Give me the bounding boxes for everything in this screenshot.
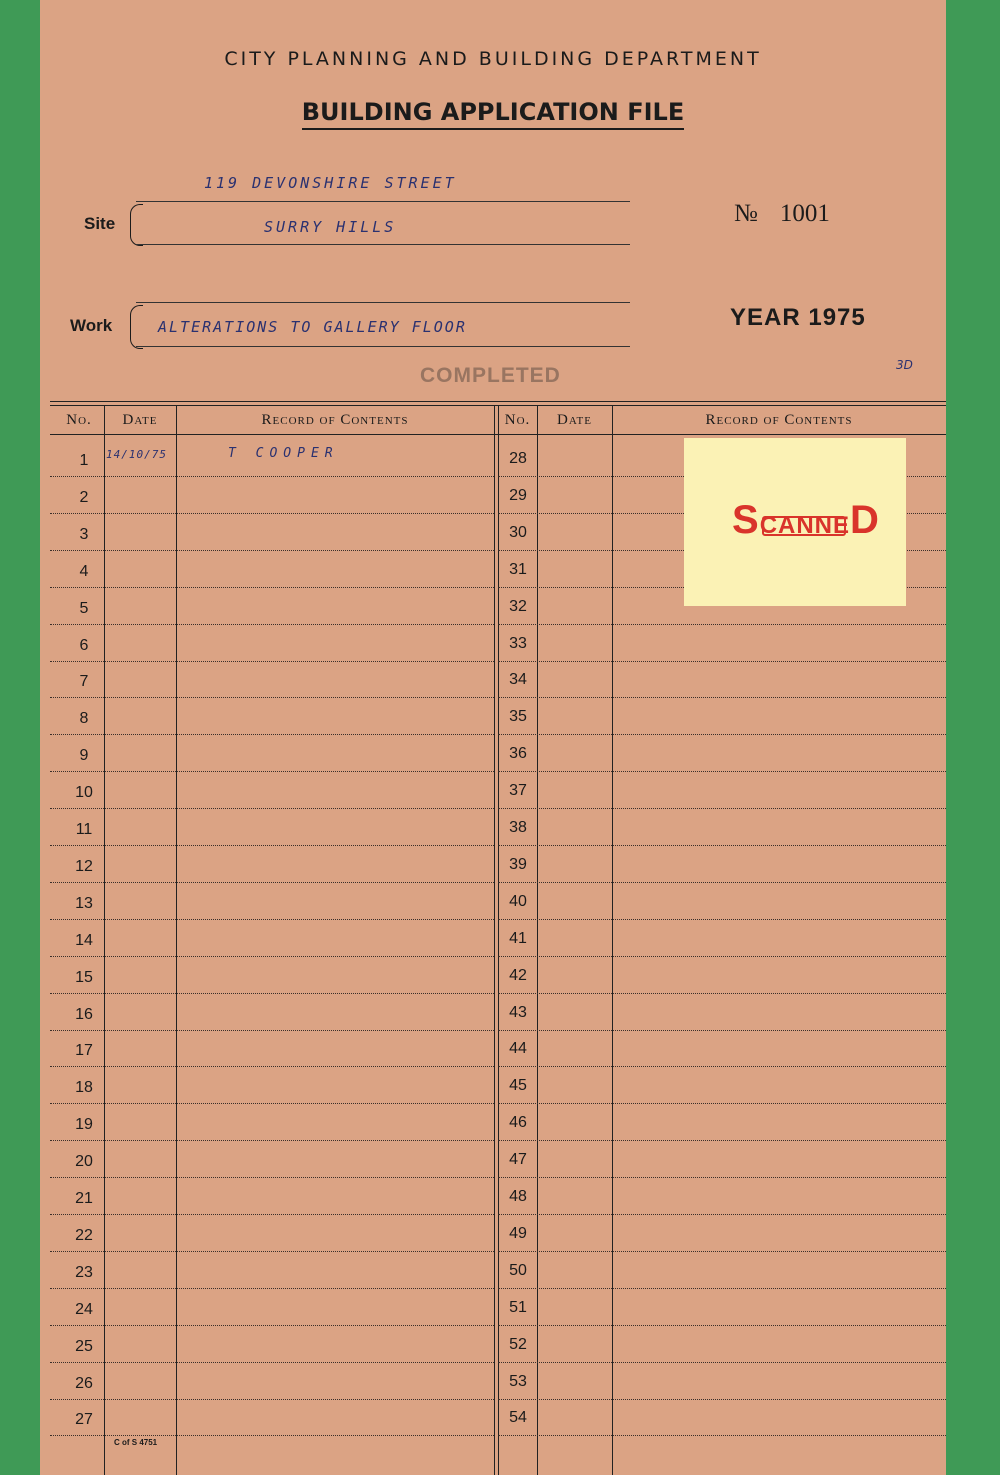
row-rule-left [50,956,494,957]
row-rule-right [498,1214,946,1215]
row-rule-right [498,956,946,957]
row-number: 8 [79,710,89,728]
row-number: 26 [75,1374,93,1392]
row-number: 6 [79,636,89,654]
row-rule-left [50,734,494,735]
col-divider-no-left [104,405,105,1475]
row-rule-left [50,661,494,662]
header-date-left: Date [122,412,158,428]
row-number: 12 [75,857,93,875]
row-number: 4 [79,562,89,580]
row-number: 19 [75,1116,93,1134]
row-date: 14/10/75 [106,448,167,461]
row-rule-left [50,1214,494,1215]
row-number: 35 [509,708,527,726]
completed-stamp: COMPLETED [420,364,561,387]
site-address-line1: 119 DEVONSHIRE STREET [204,174,457,192]
header-date-right: Date [557,412,592,428]
work-label: Work [70,316,113,335]
row-number: 48 [509,1188,527,1205]
row-number: 41 [509,929,527,947]
site-label: Site [84,214,116,233]
row-rule-left [50,1066,494,1067]
row-number: 29 [509,486,527,504]
row-number: 23 [75,1263,93,1281]
row-number: 15 [75,968,93,986]
row-rule-left [50,1030,494,1031]
row-number: 10 [75,784,93,802]
row-rule-right [498,1177,946,1178]
file-number-prefix: № [734,200,758,227]
row-rule-right [498,1325,946,1326]
file-title [40,98,946,126]
row-number: 45 [509,1077,527,1095]
row-rule-left [50,476,494,477]
row-record: T COOPER [228,446,339,461]
row-number: 11 [75,821,93,838]
row-rule-right [498,1288,946,1289]
table-top-rule [50,401,946,402]
row-rule-right [498,1103,946,1104]
row-rule-right [498,1066,946,1067]
file-title-text: BUILDING APPLICATION FILE [302,98,684,130]
row-rule-right [498,1399,946,1400]
row-number: 22 [75,1226,93,1244]
row-rule-right [498,919,946,920]
site-address-line2: SURRY HILLS [264,218,397,236]
row-number: 16 [75,1005,93,1023]
row-number: 51 [509,1298,527,1316]
year-value: 1975 [808,304,866,331]
row-rule-left [50,1325,494,1326]
row-number: 43 [509,1003,527,1021]
work-brace [130,305,143,349]
row-rule-left [50,1362,494,1363]
print-code: C of S 4751 [114,1438,158,1447]
row-number: 27 [75,1411,93,1429]
row-number: 17 [75,1042,93,1060]
row-number: 52 [509,1335,527,1353]
row-number: 13 [75,894,93,912]
row-number: 18 [75,1079,93,1097]
row-number: 28 [509,450,527,467]
row-number: 14 [75,931,93,949]
work-line-1 [136,302,630,303]
right-binding-strip [944,0,1000,1475]
row-number: 37 [509,782,527,800]
row-number: 47 [509,1151,527,1169]
row-rule-left [50,845,494,846]
row-rule-left [50,882,494,883]
row-number: 25 [75,1337,93,1355]
row-rule-left [50,550,494,551]
row-number: 46 [509,1114,527,1132]
row-number: 50 [509,1261,527,1279]
col-divider-date-left [176,405,177,1475]
row-number: 34 [509,671,527,689]
row-number: 53 [509,1372,527,1390]
row-rule-right [498,734,946,735]
site-line-2 [136,244,630,245]
row-number: 1 [79,452,89,469]
margin-mark: 3D [896,358,913,372]
row-number: 38 [509,819,527,836]
row-number: 30 [509,523,527,541]
row-rule-left [50,1288,494,1289]
row-number: 49 [509,1224,527,1242]
row-number: 20 [75,1153,93,1171]
row-rule-left [50,1435,494,1436]
row-rule-right [498,845,946,846]
row-number: 54 [509,1409,527,1427]
row-rule-left [50,624,494,625]
row-rule-left [50,771,494,772]
row-rule-left [50,1103,494,1104]
row-rule-left [50,993,494,994]
header-record-right: Record of Contents [705,412,853,428]
row-rule-right [498,1140,946,1141]
row-rule-left [50,1177,494,1178]
row-rule-right [498,1030,946,1031]
row-rule-right [498,697,946,698]
row-number: 7 [79,673,89,691]
scanned-stamp: SCANNED [732,498,880,542]
row-number: 40 [509,892,527,910]
work-description: ALTERATIONS TO GALLERY FLOOR [158,318,467,336]
department-heading: CITY PLANNING AND BUILDING DEPARTMENT [224,48,762,70]
file-number-value: 1001 [779,200,830,227]
row-rule-left [50,1251,494,1252]
row-rule-left [50,513,494,514]
row-rule-right [498,993,946,994]
year [730,304,866,332]
row-rule-right [498,661,946,662]
row-rule-left [50,697,494,698]
year-label: YEAR [730,304,801,331]
row-number: 21 [75,1190,93,1207]
row-number: 33 [509,634,527,652]
row-rule-left [50,808,494,809]
row-number: 31 [509,560,527,578]
header-record-left: Record of Contents [261,412,409,428]
col-divider-center-a [494,405,495,1475]
row-number: 9 [79,747,89,765]
file-cover [40,0,946,1475]
row-rule-right [498,1362,946,1363]
row-rule-left [50,587,494,588]
row-number: 32 [509,597,527,615]
row-rule-left [50,919,494,920]
scanned-stamp-box [762,516,846,536]
scanned-note [684,438,906,606]
row-rule-right [498,1251,946,1252]
site-brace [130,204,143,246]
row-rule-right [498,771,946,772]
row-rule-right [498,882,946,883]
row-number: 5 [79,599,89,617]
row-number: 44 [509,1040,527,1058]
row-number: 36 [509,745,527,763]
work-line-2 [136,346,630,347]
header-no-left: No. [66,412,92,428]
row-number: 42 [509,966,527,984]
row-rule-left [50,1399,494,1400]
row-rule-right [498,1435,946,1436]
row-number: 3 [79,525,89,543]
row-number: 24 [75,1300,93,1318]
row-rule-left [50,1140,494,1141]
header-no-right: No. [504,412,531,428]
file-number [734,200,830,228]
row-rule-right [498,808,946,809]
row-number: 39 [509,855,527,873]
row-rule-right [498,624,946,625]
col-divider-date-right [612,405,613,1475]
site-line-1 [136,201,630,202]
row-number: 2 [79,488,89,506]
